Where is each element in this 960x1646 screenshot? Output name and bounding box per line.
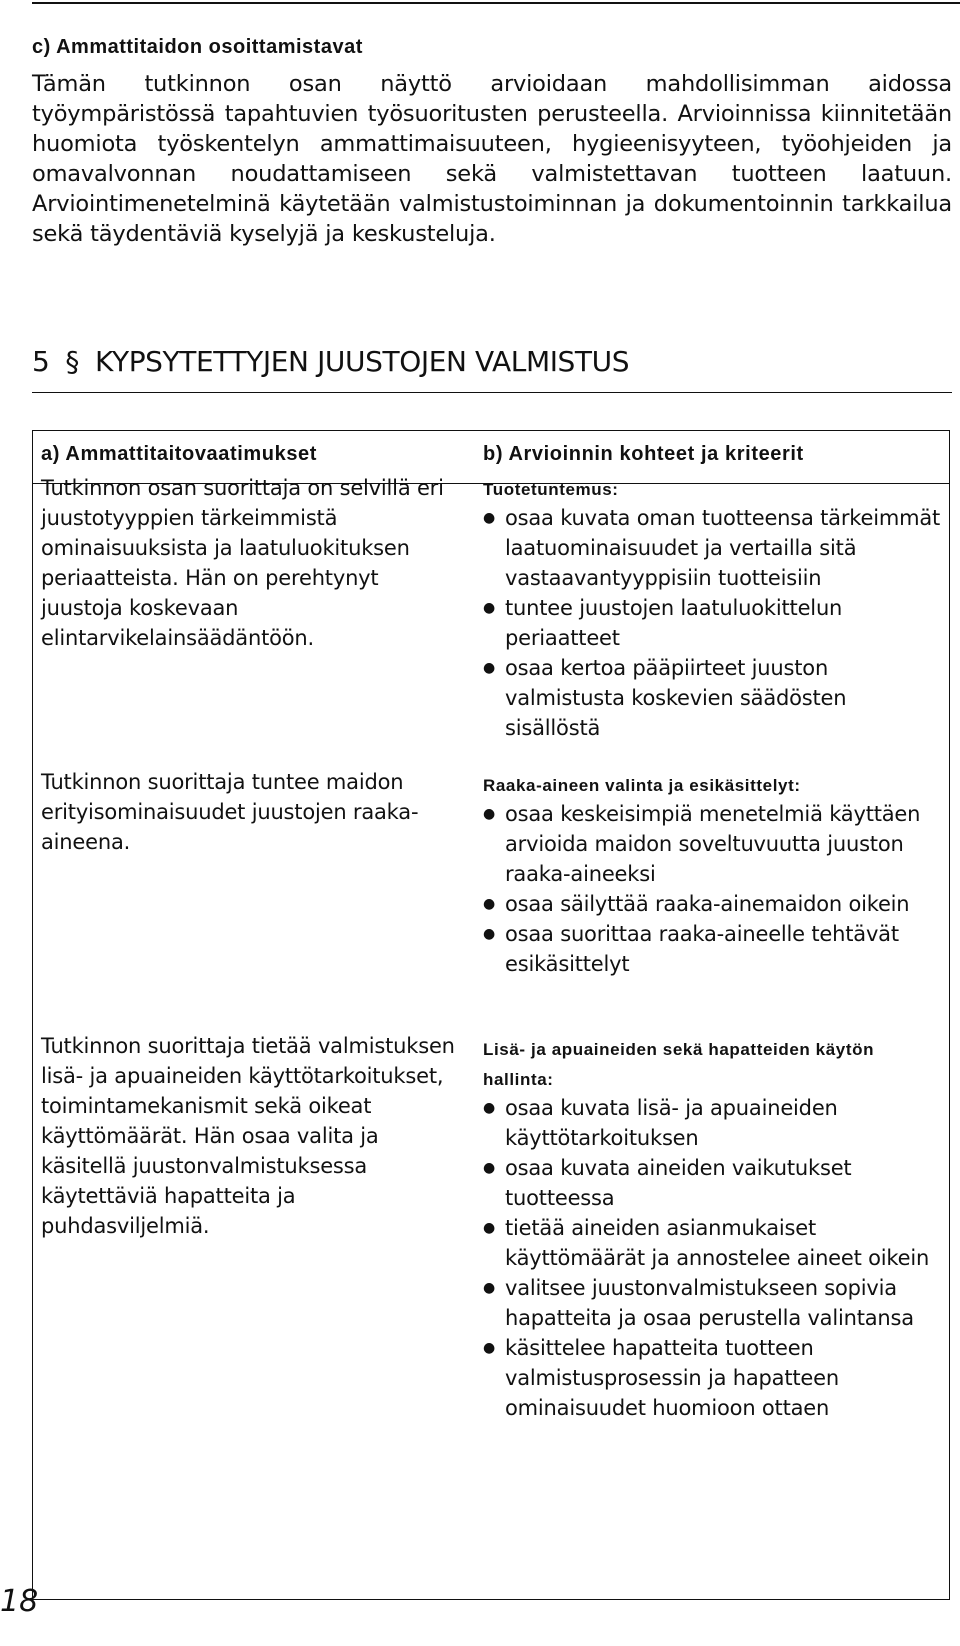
list-item: ● osaa säilyttää raaka-ainemaidon oikein [483, 889, 943, 919]
section-c [32, 36, 952, 249]
section-5-heading [32, 342, 952, 393]
list-item: ● tietää aineiden asianmukaiset käyttömäärät ja annostelee aineet oikein [483, 1213, 943, 1273]
requirement-2: Tutkinnon suorittaja tuntee maidon erityisominaisuudet juustojen raaka-aineena. [41, 770, 419, 854]
list-item: ● osaa kuvata aineiden vaikutukset tuotteessa [483, 1153, 943, 1213]
section-number: 5 [32, 345, 50, 378]
column-b-title: b) Arvioinnin kohteet ja kriteerit [483, 443, 804, 465]
page-number: 18 [0, 1584, 39, 1619]
section-symbol: § [65, 345, 80, 378]
requirement-3: Tutkinnon suorittaja tietää valmistuksen lisä- ja apuaineiden käyttötarkoitukset, toimintamekanismit sekä oikeat käyttömäärät. Hän osaa valita ja käsitellä juustonvalmistuksessa käytettäviä hapatteita ja puhdasviljelmiä. [41, 1034, 455, 1238]
criteria-list-3 [483, 1093, 943, 1423]
requirement-1: Tutkinnon osan suorittaja on selvillä eri juustotyyppien tärkeimmistä ominaisuuksista ja laatuluokituksen periaatteista. Hän on perehtynyt juustoja koskevaan elintarvikelainsäädäntöön. [41, 476, 444, 650]
criteria-list-2 [483, 799, 943, 979]
list-item: ● osaa kuvata oman tuotteensa tärkeimmät laatuominaisuudet ja vertailla sitä vastaavantyyppisiin tuotteisiin [483, 503, 943, 593]
list-item: ● osaa kuvata lisä- ja apuaineiden käyttötarkoituksen [483, 1093, 943, 1153]
list-item: ● käsittelee hapatteita tuotteen valmistusprosessin ja hapatteen ominaisuudet huomioon ottaen [483, 1333, 943, 1423]
criteria-list-1 [483, 503, 943, 743]
top-rule [32, 2, 960, 4]
section-title: KYPSYTETTYJEN JUUSTOJEN VALMISTUS [95, 345, 630, 378]
section-c-heading: c) Ammattitaidon osoittamistavat [32, 36, 363, 58]
requirements-table [32, 430, 950, 1600]
column-a-title: a) Ammattitaitovaatimukset [41, 443, 318, 465]
section-c-body: Tämän tutkinnon osan näyttö arvioidaan mahdollisimman aidossa työympäristössä tapahtuvien työsuoritusten perusteella. Arvioinnissa kiinnitetään huomiota työskentelyn ammattimaisuuteen, hygieenisyyteen, työohjeiden ja omavalvonnan noudattamiseen sekä valmistettavan tuotteen laatuun. Arviointimenetelminä käytetään valmistustoiminnan ja dokumentoinnin tarkkailua sekä täydentäviä kyselyjä ja keskusteluja. [32, 71, 952, 247]
section-5 [32, 342, 952, 393]
list-item: ● osaa keskeisimpiä menetelmiä käyttäen arvioida maidon soveltuvuutta juuston raaka-aineeksi [483, 799, 943, 889]
list-item: ● osaa kertoa pääpiirteet juuston valmistusta koskevien säädösten sisällöstä [483, 653, 943, 743]
criteria-title-3: Lisä- ja apuaineiden sekä hapatteiden käytön hallinta: [483, 1040, 875, 1089]
list-item: ● tuntee juustojen laatuluokittelun periaatteet [483, 593, 943, 653]
list-item: ● osaa suorittaa raaka-aineelle tehtävät esikäsittelyt [483, 919, 943, 979]
criteria-title-2: Raaka-aineen valinta ja esikäsittelyt: [483, 776, 801, 795]
list-item: ● valitsee juustonvalmistukseen sopivia hapatteita ja osaa perustella valintansa [483, 1273, 943, 1333]
criteria-title-1: Tuotetuntemus: [483, 480, 619, 499]
